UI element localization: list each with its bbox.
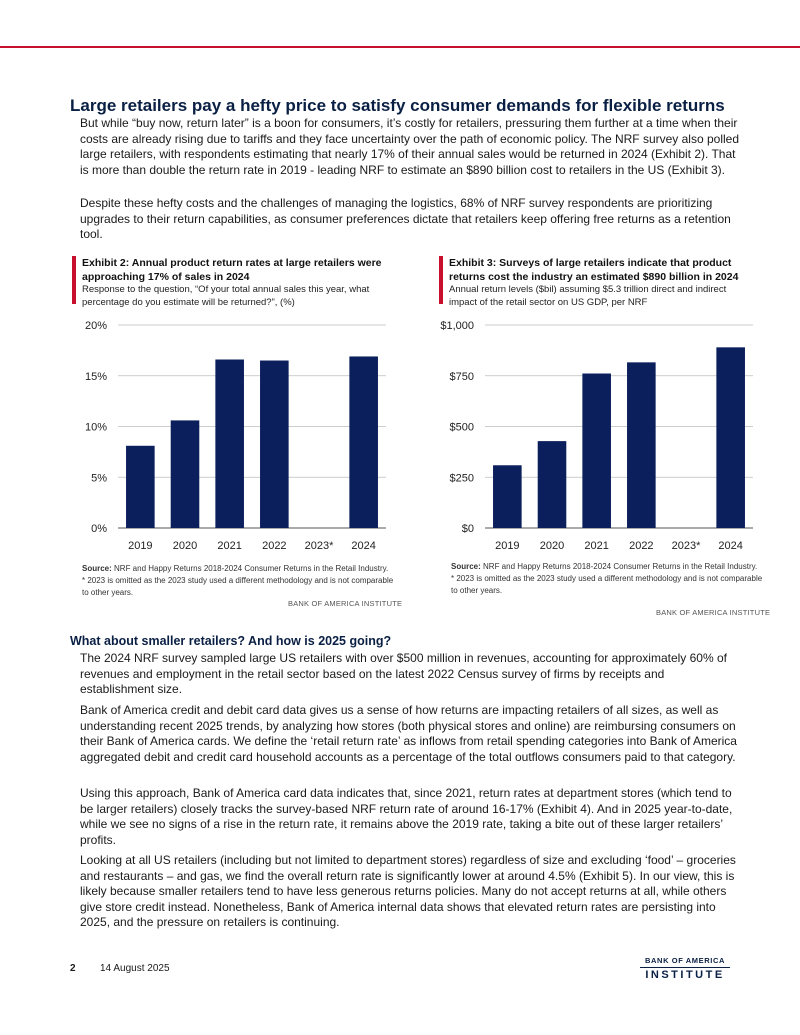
y-tick-label: $1,000 bbox=[440, 320, 474, 332]
bar-2021 bbox=[215, 360, 244, 528]
bar-2022 bbox=[260, 361, 289, 528]
exhibit3-header bbox=[439, 256, 751, 309]
x-tick-label: 2023* bbox=[671, 540, 701, 552]
intro-paragraph-2: Despite these hefty costs and the challenges of managing the logistics, 68% of NRF survey respondents are prioritizing upgrades to their return capabilities, as consumer preferences dictate that retailers keep offering free returns as a retention tool. bbox=[80, 196, 731, 242]
bar-2019 bbox=[493, 465, 522, 528]
x-tick-label: 2020 bbox=[172, 540, 198, 552]
footer-date: 14 August 2025 bbox=[100, 963, 170, 974]
body-paragraph-4: Looking at all US retailers (including but not limited to department stores) regardless of size and excluding ‘food’ – groceries and restaurants – and gas, we find the overall return rate is significantly lower at around 4.5% (Exhibit 5). In our view, this is likely because smaller retailers tend to have less generous returns policies. Many do not accept returns at all, while others give store credit instead. Nonetheless, Bank of America internal data shows that elevated return rates are persisting into 2025, and the pressure on retailers is continuing. bbox=[80, 853, 736, 930]
section-heading: Large retailers pay a hefty price to satisfy consumer demands for flexible returns bbox=[70, 96, 725, 115]
y-tick-label: $250 bbox=[449, 472, 474, 485]
exhibit3-chart bbox=[439, 314, 757, 560]
exhibit2-source-label: Source: bbox=[82, 564, 112, 573]
x-tick-label: 2022 bbox=[629, 540, 654, 552]
exhibit2-brand: BANK OF AMERICA INSTITUTE bbox=[288, 599, 403, 608]
exhibit3-source bbox=[451, 561, 763, 597]
page-number: 2 bbox=[70, 963, 76, 974]
bar-2022 bbox=[627, 362, 656, 528]
bar-2020 bbox=[538, 441, 567, 528]
y-tick-label: 15% bbox=[84, 370, 107, 383]
x-tick-label: 2021 bbox=[217, 540, 242, 552]
bar-2020 bbox=[171, 420, 200, 528]
exhibit3-source-text: NRF and Happy Returns 2018-2024 Consumer Returns in the Retail Industry. bbox=[480, 562, 758, 571]
x-tick-label: 2023* bbox=[304, 540, 334, 552]
exhibit2-source bbox=[82, 563, 394, 599]
subsection-heading: What about smaller retailers? And how is 2025 going? bbox=[70, 634, 392, 648]
exhibit2-source-text: NRF and Happy Returns 2018-2024 Consumer Returns in the Retail Industry. bbox=[111, 564, 389, 573]
y-tick-label: 5% bbox=[91, 472, 107, 485]
body-paragraph-3: Using this approach, Bank of America card data indicates that, since 2021, return rates at department stores (which tend to be larger retailers) closely tracks the survey-based NRF return rate of around 16-17% (Exhibit 4). And in 2025 year-to-date, while we see no signs of a rise in the return rate, it remains above the 2019 rate, taking a bite out of these larger retailers’ profits. bbox=[80, 786, 733, 847]
exhibit2-note: * 2023 is omitted as the 2023 study used a different methodology and is not comparable to other years. bbox=[82, 576, 394, 597]
x-tick-label: 2021 bbox=[584, 540, 609, 552]
exhibit2-subtitle: Response to the question, “Of your total annual sales this year, what percentage do you estimate will be returned?”, (%) bbox=[82, 284, 370, 308]
exhibit3-subtitle: Annual return levels ($bil) assuming $5.3 trillion direct and indirect impact of the retail sector on US GDP, per NRF bbox=[449, 284, 727, 308]
x-tick-label: 2019 bbox=[128, 540, 153, 552]
y-tick-label: $500 bbox=[449, 421, 474, 434]
body-paragraph-2: Bank of America credit and debit card data gives us a sense of how returns are impacting retailers of all sizes, as well as understanding recent 2025 trends, by analyzing how stores (both physical stores and online) are reimbursing consumers on their Bank of America cards. We define the ‘retail return rate’ as inflows from retail spending categories into Bank of America aggregated debit and credit card household accounts as a percentage of the total outflows consumers paid to that category. bbox=[80, 703, 737, 764]
body-paragraph-1: The 2024 NRF survey sampled large US retailers with over $500 million in revenues, accounting for approximately 60% of revenues and employment in the retail sector based on the latest 2022 Census survey of firms by receipts and establishment size. bbox=[80, 651, 727, 697]
exhibit3-title: Exhibit 3: Surveys of large retailers indicate that product returns cost the industry an estimated $890 billion in 2024 bbox=[449, 257, 739, 283]
x-tick-label: 2020 bbox=[539, 540, 565, 552]
x-tick-label: 2024 bbox=[718, 540, 743, 552]
logo-bottom-text: INSTITUTE bbox=[640, 967, 730, 981]
bank-of-america-institute-logo bbox=[640, 956, 730, 981]
exhibit3-source-label: Source: bbox=[451, 562, 481, 571]
top-red-rule bbox=[0, 46, 800, 48]
y-tick-label: 20% bbox=[84, 320, 107, 332]
exhibit3-accent-bar bbox=[439, 256, 443, 304]
exhibit3-note: * 2023 is omitted as the 2023 study used a different methodology and is not comparable to other years. bbox=[451, 574, 763, 595]
y-tick-label: 10% bbox=[84, 421, 107, 434]
x-tick-label: 2024 bbox=[351, 540, 376, 552]
y-tick-label: $0 bbox=[461, 523, 474, 535]
bar-2024 bbox=[349, 356, 378, 528]
exhibit2-accent-bar bbox=[72, 256, 76, 304]
exhibit3-brand: BANK OF AMERICA INSTITUTE bbox=[656, 608, 771, 617]
exhibit2-title: Exhibit 2: Annual product return rates at large retailers were approaching 17% of sales in 2024 bbox=[82, 257, 382, 283]
bar-2024 bbox=[716, 347, 745, 528]
y-tick-label: 0% bbox=[91, 523, 107, 535]
intro-paragraph-1: But while “buy now, return later” is a boon for consumers, it’s costly for retailers, pressuring them further at a time when their costs are already rising due to tariffs and they face uncertainty over the path of economic policy. The NRF survey also polled large retailers, with respondents estimating that nearly 17% of their annual sales would be returned in 2024 (Exhibit 2). That is more than double the return rate in 2019 - leading NRF to estimate an $890 billion cost to retailers in the US (Exhibit 3). bbox=[80, 116, 740, 177]
x-tick-label: 2019 bbox=[495, 540, 520, 552]
logo-top-text: BANK OF AMERICA bbox=[645, 956, 725, 965]
exhibit2-chart bbox=[72, 314, 390, 560]
x-tick-label: 2022 bbox=[262, 540, 287, 552]
bar-2019 bbox=[126, 446, 155, 528]
y-tick-label: $750 bbox=[449, 370, 474, 383]
exhibit2-header bbox=[72, 256, 384, 309]
bar-2021 bbox=[582, 374, 611, 528]
